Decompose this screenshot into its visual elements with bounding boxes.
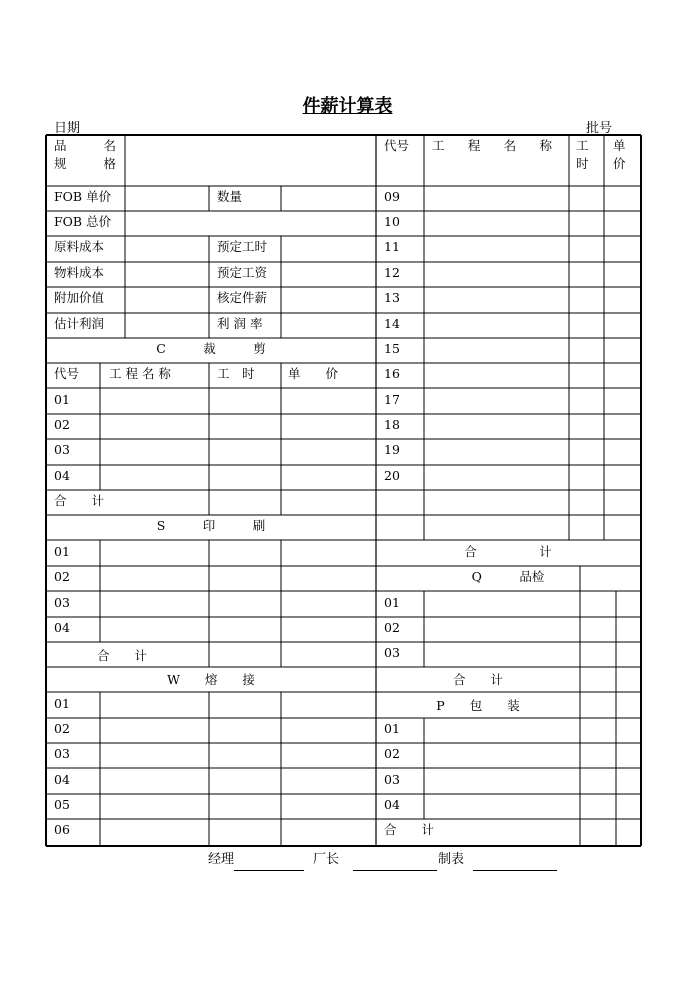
manager-signature-line[interactable] [234, 870, 304, 871]
sec-w-row-code: 05 [54, 797, 70, 812]
right-hours-header-2: 时 [576, 156, 589, 171]
batch-label: 批号 [586, 121, 613, 136]
date-label: 日期 [54, 121, 81, 136]
sec-c-row-code: 04 [54, 468, 70, 483]
right-row-code: 15 [384, 341, 400, 356]
right-row-code: 13 [384, 290, 400, 305]
raw-cost-label: 原料成本 [54, 239, 105, 254]
page-title: 件薪计算表 [302, 96, 393, 117]
sec-c-code-header: 代号 [54, 366, 80, 381]
sec-c-row-code: 03 [54, 442, 70, 457]
sec-q-row-code: 01 [384, 595, 400, 610]
right-row-code: 17 [384, 392, 400, 407]
sec-s-total-label: 合 计 [97, 648, 148, 663]
sec-c-title: C 裁 剪 [156, 341, 266, 356]
sec-s-row-code: 04 [54, 620, 70, 635]
right-price-header-2: 价 [613, 156, 626, 171]
profit-rate-label: 利 润 率 [217, 316, 263, 331]
sec-s-row-code: 02 [54, 569, 70, 584]
planned-wage-label: 预定工资 [217, 265, 268, 280]
sec-c-hours-header: 工 时 [217, 366, 255, 381]
sec-q-row-code: 02 [384, 620, 400, 635]
director-signature-line[interactable] [353, 870, 437, 871]
fob-unit-price-label: FOB 单价 [54, 189, 112, 204]
material-cost-label: 物料成本 [54, 265, 105, 280]
sec-w-row-code: 01 [54, 696, 70, 711]
quantity-label: 数量 [217, 189, 243, 204]
sec-p-total-label: 合 计 [384, 822, 435, 837]
right-hours-header-1: 工 [576, 138, 589, 153]
product-name-label: 品 名 [54, 138, 116, 153]
added-value-label: 附加价值 [54, 290, 105, 305]
right-row-code: 18 [384, 417, 400, 432]
right-row-code: 20 [384, 468, 400, 483]
sec-w-row-code: 04 [54, 772, 70, 787]
sec-c-total-label: 合 计 [54, 493, 105, 508]
preparer-signature-line[interactable] [473, 870, 557, 871]
approved-piece-pay-label: 核定件薪 [217, 290, 268, 305]
sec-c-row-code: 01 [54, 392, 70, 407]
right-row-code: 10 [384, 214, 400, 229]
sec-w-row-code: 06 [54, 822, 70, 837]
right-row-code: 11 [384, 239, 400, 254]
est-profit-label: 估计利润 [54, 316, 105, 331]
spec-label: 规 格 [54, 156, 116, 171]
right-code-header: 代号 [384, 138, 410, 153]
sec-s-title: S 印 刷 [156, 518, 266, 533]
director-label: 厂长 [313, 852, 340, 867]
right-row-code: 12 [384, 265, 400, 280]
sec-p-row-code: 03 [384, 772, 400, 787]
sec-p-row-code: 04 [384, 797, 400, 812]
right-price-header-1: 单 [613, 138, 626, 153]
sec-q-title: Q 品检 [471, 569, 545, 584]
sec-s-row-code: 03 [54, 595, 70, 610]
right-row-code: 19 [384, 442, 400, 457]
sec-w-title: W 熔 接 [167, 672, 255, 687]
sec-c-price-header: 单 价 [288, 366, 339, 381]
sec-s-row-code: 01 [54, 544, 70, 559]
sec-p-row-code: 02 [384, 746, 400, 761]
sec-p-title: P 包 装 [436, 698, 520, 713]
right-total-label: 合 计 [464, 544, 552, 559]
sec-q-row-code: 03 [384, 645, 400, 660]
sec-c-row-code: 02 [54, 417, 70, 432]
planned-hours-label: 预定工时 [217, 239, 268, 254]
sec-c-name-header: 工 程 名 称 [109, 366, 171, 381]
sec-p-row-code: 01 [384, 721, 400, 736]
right-process-name-header: 工 程 名 称 [432, 138, 552, 153]
sec-w-row-code: 03 [54, 746, 70, 761]
sec-q-total-label: 合 计 [452, 672, 503, 687]
right-row-code: 16 [384, 366, 400, 381]
fob-total-label: FOB 总价 [54, 214, 112, 229]
manager-label: 经理 [208, 852, 235, 867]
right-row-code: 09 [384, 189, 400, 204]
preparer-label: 制表 [438, 852, 465, 867]
sec-w-row-code: 02 [54, 721, 70, 736]
right-row-code: 14 [384, 316, 400, 331]
